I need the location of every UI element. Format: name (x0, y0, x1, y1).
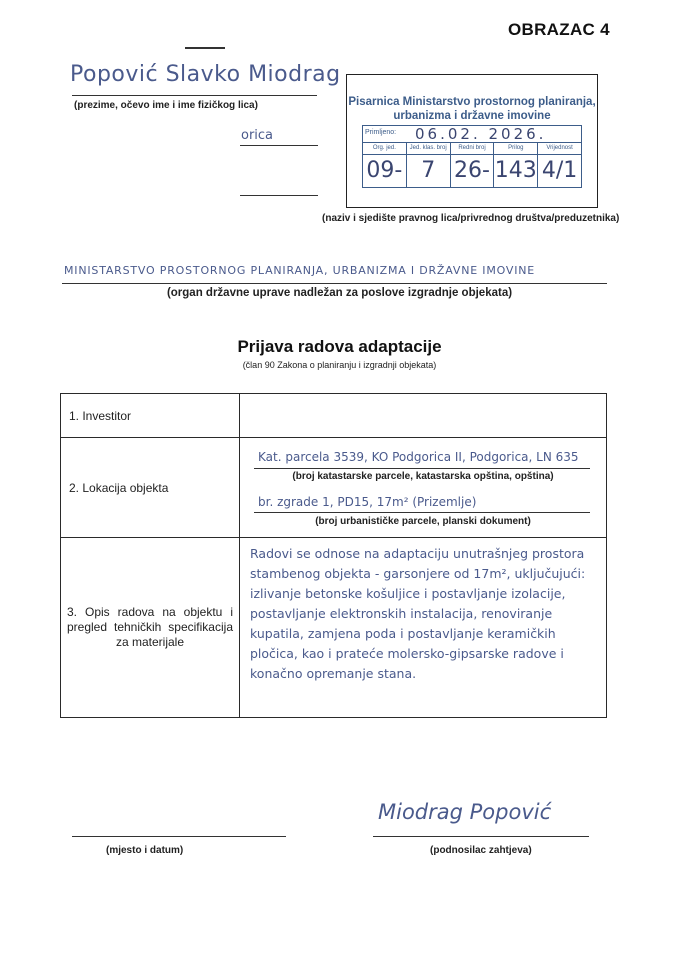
document-subtitle: (član 90 Zakona o planiranju i izgradnji objekata) (242, 360, 437, 370)
place-date-line (72, 836, 286, 837)
table-row-description (61, 538, 607, 718)
applicant-signature: Miodrag Popović (378, 800, 552, 824)
legal-entity-label: (naziv i sjedište pravnog lica/privrednog društva/preduzetnika) (322, 213, 620, 224)
stamp-col-class: Jed. klas. broj (407, 143, 451, 154)
stamp-title (347, 95, 597, 123)
applicant-address-line-2 (240, 195, 318, 196)
urban-parcel-line (254, 512, 590, 513)
location-label: 2. Lokacija objekta (61, 438, 240, 538)
place-date-label: (mjesto i datum) (106, 845, 184, 856)
organ-name: MINISTARSTVO PROSTORNOG PLANIRANJA, URBANIZMA I DRŽAVNE IMOVINE (64, 264, 536, 277)
parcel-value: Kat. parcela 3539, KO Podgorica II, Podgorica, LN 635 (258, 450, 579, 464)
stamp-received-row (363, 126, 581, 143)
applicant-name: Popović Slavko Miodrag (70, 62, 341, 87)
stamp-header-row (363, 143, 581, 155)
stamp-title-line1: Pisarnica Ministarstvo prostornog planiranja, (348, 96, 596, 108)
stamp-grid (362, 125, 582, 188)
stamp-title-line2: urbanizma i državne imovine (393, 110, 551, 122)
location-value (240, 438, 607, 538)
stamp-received-date: 06.02. 2026. (415, 125, 547, 143)
registry-stamp (346, 74, 598, 208)
applicant-place: orica (241, 128, 274, 143)
urban-parcel-value: br. zgrade 1, PD15, 17m² (Prizemlje) (258, 495, 477, 509)
stamp-col-org: Org. jed. (363, 143, 407, 154)
applicant-name-line (72, 95, 317, 96)
stamp-val-value: 4/1 (541, 158, 578, 183)
stamp-val-number: 26- (451, 155, 495, 187)
parcel-caption: (broj katastarske parcele, katastarska opština, opština) (292, 471, 554, 482)
stamp-col-attachment: Prilog (494, 143, 538, 154)
investor-value (240, 394, 607, 438)
applicant-address-line (240, 145, 318, 146)
table-row-investor (61, 394, 607, 438)
stamp-col-value: Vrijednost (546, 145, 573, 151)
form-table (60, 393, 607, 718)
organ-name-line (62, 283, 607, 284)
description-value (240, 538, 607, 718)
urban-parcel-caption: (broj urbanističke parcele, planski dokument) (315, 516, 531, 527)
stamp-val-class: 7 (407, 155, 451, 187)
investor-label: 1. Investitor (61, 394, 240, 438)
stamp-col-number: Redni broj (451, 143, 495, 154)
description-text: Radovi se odnose na adaptaciju unutrašnjeg prostora stambenog objekta - garsonjere od 17m², uključujući: izlivanje betonske košuljice i postavljanje izolacije, postavljanje elektronskih instalacija, renoviranje kupatila, zamjena poda i postavljanje keramičkih pločica, kao i prateće molersko-gipsarske radove i konačno opremanje stana. (250, 546, 586, 681)
stamp-received-label: Primljeno: (365, 129, 397, 136)
document-title: Prijava radova adaptacije (237, 337, 442, 356)
parcel-line (254, 468, 590, 469)
decorative-dash (185, 47, 225, 49)
applicant-name-label: (prezime, očevo ime i ime fizičkog lica) (74, 100, 258, 111)
table-row-location (61, 438, 607, 538)
stamp-val-org: 09- (363, 155, 407, 187)
form-code: OBRAZAC 4 (508, 20, 610, 39)
organ-label: (organ državne uprave nadležan za poslove izgradnje objekata) (166, 287, 513, 299)
stamp-values-row (363, 155, 581, 187)
signature-label: (podnosilac zahtjeva) (430, 845, 532, 856)
description-label: 3. Opis radova na objektu i pregled tehničkih specifikacija za materijale (61, 538, 240, 718)
signature-line (373, 836, 589, 837)
stamp-val-attachment: 143 (494, 155, 538, 187)
